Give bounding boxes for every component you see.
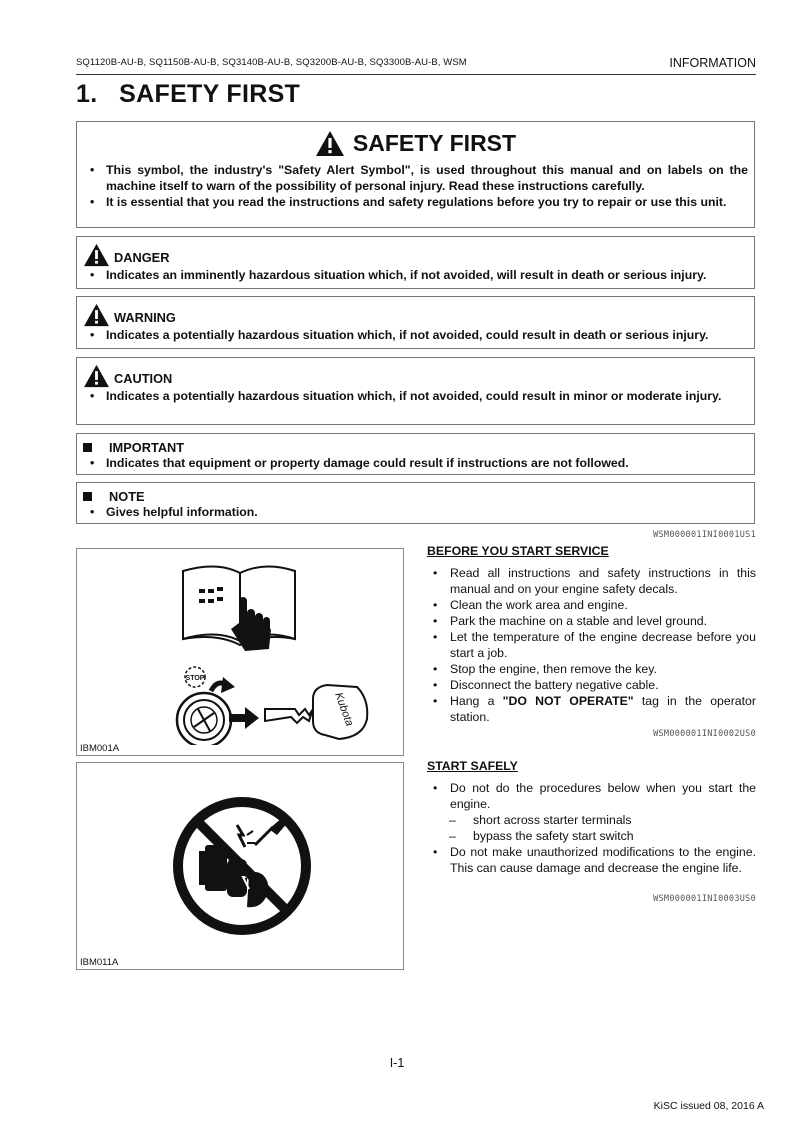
prohibition-icon [178, 802, 306, 930]
figure-ibm001a [76, 548, 404, 756]
danger-alert-icon [83, 243, 110, 267]
warning-text: • Indicates a potentially hazardous situation which, if not avoided, could result in death or serious injury. [85, 327, 748, 343]
hang-prefix: Hang a [450, 694, 503, 708]
key-icon [265, 685, 367, 739]
page-number: I-1 [389, 1056, 405, 1070]
ignition-switch-icon [177, 693, 231, 745]
right-arrow-icon [229, 707, 259, 729]
list-item-hang-tag [427, 693, 760, 725]
list-item: • Clean the work area and engine. [427, 597, 756, 613]
chapter-title: 1. SAFETY FIRST [76, 80, 301, 108]
manual-and-key-illustration [77, 549, 403, 745]
warning-box [76, 296, 755, 349]
start-safely-list [427, 780, 756, 876]
important-text: • Indicates that equipment or property damage could result if instructions are not followed. [85, 455, 748, 471]
danger-box [76, 236, 755, 289]
important-label: IMPORTANT [109, 440, 185, 455]
warning-alert-icon [83, 303, 110, 327]
caution-label: CAUTION [114, 370, 173, 386]
list-item: • Do not make unauthorized modifications to the engine. This can cause damage and decrease the engine life. [427, 844, 756, 876]
figure-1-caption: IBM001A [80, 743, 120, 754]
caution-text: • Indicates a potentially hazardous situation which, if not avoided, could result in minor or moderate injury. [85, 388, 748, 404]
warning-label: WARNING [114, 309, 176, 325]
important-box [76, 433, 755, 475]
header-divider [76, 74, 756, 75]
safety-first-title: SAFETY FIRST [352, 129, 517, 156]
list-item: • Do not do the procedures below when you start the engine. [427, 780, 756, 812]
header-section: INFORMATION [669, 56, 756, 70]
before-service-title: BEFORE YOU START SERVICE [427, 544, 609, 558]
sub-list-item: – bypass the safety start switch [427, 828, 756, 844]
no-short-circuit-illustration [77, 763, 403, 959]
hang-suffix: tag in the operator station. [450, 694, 760, 724]
figure-ibm011a [76, 762, 404, 970]
doc-code-1: WSM000001INI0001US1 [653, 530, 756, 540]
safety-first-box [76, 121, 755, 228]
note-box [76, 482, 755, 524]
hang-tag-label: "DO NOT OPERATE" [502, 694, 634, 708]
footer-issue: KiSC issued 08, 2016 A [653, 1100, 764, 1112]
safety-item-2: • It is essential that you read the instructions and safety regulations before you try to repair or use this unit. [85, 194, 748, 210]
important-square-icon [83, 443, 92, 452]
figure-2-caption: IBM011A [80, 957, 119, 968]
stop-symbol-icon [185, 667, 205, 687]
caution-box [76, 357, 755, 425]
list-item: • Read all instructions and safety instructions in this manual and on your engine safety decals. [427, 565, 756, 597]
before-service-list [427, 565, 760, 725]
doc-code-2: WSM000001INI0002US0 [653, 729, 756, 739]
safety-item-1: • This symbol, the industry's "Safety Alert Symbol", is used throughout this manual and on labels on the machine itself to warn of the possibility of personal injury. Read these instructions carefully. [85, 162, 748, 194]
key-brand-label: Kubota [332, 690, 356, 728]
danger-label: DANGER [114, 249, 170, 265]
note-text: • Gives helpful information. [85, 504, 748, 520]
list-item: • Disconnect the battery negative cable. [427, 677, 756, 693]
start-safely-title: START SAFELY [427, 759, 518, 773]
list-item: • Stop the engine, then remove the key. [427, 661, 756, 677]
caution-alert-icon [83, 364, 110, 388]
sub-list-item: – short across starter terminals [427, 812, 756, 828]
safety-alert-icon [315, 130, 345, 157]
note-square-icon [83, 492, 92, 501]
header-models: SQ1120B-AU-B, SQ1150B-AU-B, SQ3140B-AU-B, SQ3200B-AU-B, SQ3300B-AU-B, WSM [76, 57, 467, 68]
list-item: • Let the temperature of the engine decrease before you start a job. [427, 629, 756, 661]
stop-label: STOP [185, 675, 205, 682]
list-item: • Park the machine on a stable and level ground. [427, 613, 756, 629]
note-label: NOTE [109, 489, 145, 504]
danger-text: • Indicates an imminently hazardous situation which, if not avoided, will result in death or serious injury. [85, 267, 748, 283]
doc-code-3: WSM000001INI0003US0 [653, 894, 756, 904]
